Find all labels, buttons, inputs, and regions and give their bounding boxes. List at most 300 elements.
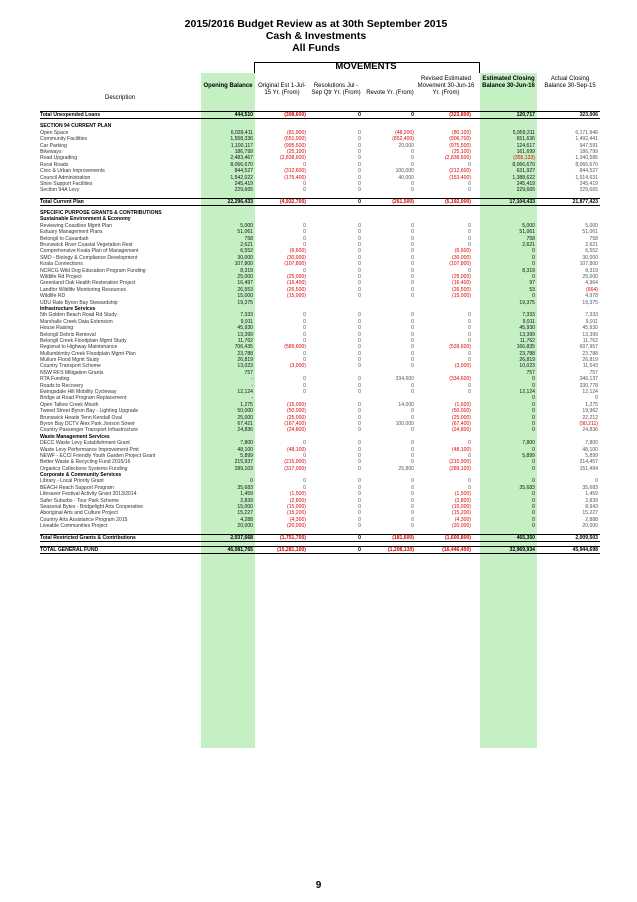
row-value-col3: (1,208,130) <box>387 547 414 553</box>
row-value-col3: 0 <box>411 242 414 249</box>
row-value-col5: 0 <box>532 427 535 434</box>
row-value-col1: (25,000) <box>287 273 306 280</box>
row-value-col6: 24,836 <box>582 427 598 434</box>
row-value-col6: 7,800 <box>585 440 598 447</box>
row-value-col2: 0 <box>358 478 361 485</box>
row-value-col4: 0 <box>468 389 471 396</box>
header-revote: Revote Yr. (From) <box>366 90 414 96</box>
row-description: Open Tallow Creek Mouth <box>40 401 99 408</box>
row-value-col6: 5,000 <box>585 222 598 229</box>
row-value-col3: 0 <box>411 293 414 300</box>
row-value-col5: 1,388,622 <box>512 174 535 181</box>
row-value-col4: (15,000) <box>452 504 471 511</box>
row-value-col4: 0 <box>468 267 471 274</box>
row-value-col1: (995,500) <box>284 142 306 149</box>
row-value-col6: 25,000 <box>582 273 598 280</box>
row-value-col3: 0 <box>411 155 414 162</box>
row-value-col2: 0 <box>358 547 361 553</box>
row-value-col3: 0 <box>411 318 414 325</box>
row-value-col2: 0 <box>358 112 361 118</box>
row-value-col6: 22,212 <box>582 414 598 421</box>
row-value-col5: 97 <box>529 280 535 287</box>
row-description: RTA Funding <box>40 376 70 383</box>
row-value-col1: (15,000) <box>287 293 306 300</box>
row-description: Belongil to Cavanbah <box>40 235 89 242</box>
row-description: Wildlife RD <box>40 293 66 300</box>
row-value-col3: 100,000 <box>395 420 414 427</box>
row-value-col6: 11,762 <box>582 337 598 344</box>
page-number: 9 <box>315 880 322 891</box>
row-value-col0: 2,037,668 <box>230 534 253 541</box>
row-value-col0: 12,124 <box>237 389 253 396</box>
row-value-col0: 0 <box>250 478 253 485</box>
row-value-col0: 30,000 <box>237 254 253 261</box>
row-value-col6: 48,100 <box>582 446 598 453</box>
row-value-col1: (175,400) <box>284 174 306 181</box>
row-value-col6: 844,527 <box>579 168 598 175</box>
row-description: DECC Waste Levy Establishment Grant <box>40 440 130 447</box>
row-description: Brunswick River Coastal Vegetation Rest <box>40 242 133 249</box>
row-value-col1: (30,000) <box>287 254 306 261</box>
row-value-col5: 13,399 <box>519 331 535 338</box>
row-value-col6: (664) <box>586 286 598 293</box>
row-value-col2: 0 <box>358 344 361 351</box>
row-value-col1: 0 <box>303 357 306 364</box>
row-value-col6: 0 <box>595 478 598 485</box>
row-value-col2: 0 <box>358 510 361 517</box>
row-value-col4: 0 <box>468 484 471 491</box>
row-value-col0: 758 <box>244 235 253 242</box>
row-value-col6: 4,964 <box>585 280 598 287</box>
row-value-col3: 0 <box>411 510 414 517</box>
row-value-col5: 0 <box>532 478 535 485</box>
row-value-col5: 5,959,311 <box>512 129 535 136</box>
row-value-col1: (15,281,100) <box>277 547 306 553</box>
row-value-col2: 0 <box>358 534 361 541</box>
row-value-col5: 5,000 <box>522 222 535 229</box>
row-value-col2: 0 <box>358 325 361 332</box>
report-subtitle: Cash & Investments <box>265 30 367 42</box>
row-description: SMO - Biology & Compliance Development <box>40 254 138 261</box>
row-value-col3: (261,500) <box>392 198 414 205</box>
row-value-col2: 0 <box>358 142 361 149</box>
row-description: Roads to Recovery <box>40 382 84 389</box>
row-value-col3: 0 <box>411 325 414 332</box>
row-description: Corporate & Community Services <box>40 472 122 479</box>
row-value-col5: 229,665 <box>516 187 535 194</box>
row-value-col6: 23,788 <box>582 350 598 357</box>
row-value-col3: 0 <box>411 180 414 187</box>
row-value-col1: 0 <box>303 484 306 491</box>
row-value-col4: (975,500) <box>449 142 471 149</box>
row-value-col2: 0 <box>358 414 361 421</box>
row-description: Comprehensive Koala Plan of Management <box>40 248 139 255</box>
row-value-col5: 2,621 <box>522 242 535 249</box>
row-value-col4: 0 <box>468 452 471 459</box>
row-value-col2: 0 <box>358 497 361 504</box>
row-value-col4: 0 <box>468 242 471 249</box>
row-value-col1: (50,000) <box>287 408 306 415</box>
row-value-col5: 0 <box>532 420 535 427</box>
row-value-col6: 245,419 <box>579 180 598 187</box>
row-description: SPECIFIC PURPOSE GRANTS & CONTRIBUTIONS <box>40 210 162 217</box>
row-value-col6: 5,899 <box>585 452 598 459</box>
row-value-col4: (15,000) <box>452 293 471 300</box>
row-value-col4: (153,400) <box>449 174 471 181</box>
row-value-col3: 0 <box>411 280 414 287</box>
row-value-col1: (2,800) <box>289 497 306 504</box>
row-description: Byron Bay DCTV Alex Park Jonson Street <box>40 420 135 427</box>
row-description: Waste Levy Performance Improvement Pmt <box>40 446 139 453</box>
row-value-col1: 0 <box>303 478 306 485</box>
row-value-col5: 0 <box>532 376 535 383</box>
row-description: Bikeways <box>40 148 62 155</box>
row-value-col3: 100,000 <box>395 168 414 175</box>
row-value-col2: 0 <box>358 180 361 187</box>
row-value-col6: 758 <box>589 235 598 242</box>
row-value-col5: 5,899 <box>522 452 535 459</box>
row-value-col5: 0 <box>532 382 535 389</box>
row-value-col4: 0 <box>468 312 471 319</box>
row-value-col1: (167,400) <box>284 420 306 427</box>
row-value-col6: 1,340,586 <box>575 155 598 162</box>
row-description: Koala Connections <box>40 261 83 268</box>
row-value-col0: 45,930 <box>237 325 253 332</box>
row-value-col0: 25,000 <box>237 273 253 280</box>
total-row <box>40 198 600 206</box>
row-value-col4: (1,600) <box>454 401 471 408</box>
row-value-col2: 0 <box>358 446 361 453</box>
row-value-col6: 20,000 <box>582 523 598 530</box>
row-value-col6: 19,375 <box>582 299 598 306</box>
row-value-col6: 2,621 <box>585 242 598 249</box>
row-value-col3: 0 <box>411 504 414 511</box>
row-value-col6: 1,514,631 <box>575 174 598 181</box>
row-description: Better Waste & Recycling Fund 2015/16 <box>40 459 131 466</box>
row-value-col0: 7,800 <box>240 440 253 447</box>
row-value-col2: 0 <box>358 491 361 498</box>
row-description: BEACH Reach Support Program <box>40 484 114 491</box>
row-value-col0: 23,788 <box>237 350 253 357</box>
row-value-col5: 0 <box>532 293 535 300</box>
row-value-col5: 161,699 <box>516 148 535 155</box>
row-value-col5: 0 <box>532 510 535 517</box>
row-description: TOTAL GENERAL FUND <box>40 547 99 553</box>
header-description: Description <box>104 95 135 101</box>
row-value-col4: (323,800) <box>449 112 471 118</box>
row-value-col5: 0 <box>532 261 535 268</box>
row-value-col0: 215,937 <box>234 459 253 466</box>
row-description: Car Parking <box>40 142 67 149</box>
row-value-col5: 0 <box>532 459 535 466</box>
row-value-col3: 25,800 <box>398 465 414 472</box>
row-value-col4: (48,100) <box>452 446 471 453</box>
row-value-col1: 0 <box>303 161 306 168</box>
row-value-col3: 0 <box>411 350 414 357</box>
row-value-col2: 0 <box>358 312 361 319</box>
row-value-col5: 0 <box>532 465 535 472</box>
row-description: Belongil Creek Floodplain Mgmt Study <box>40 337 127 344</box>
row-value-col6: 6,552 <box>585 248 598 255</box>
movements-label: MOVEMENTS <box>335 61 397 72</box>
row-value-col5: 0 <box>532 408 535 415</box>
row-value-col1: (651,000) <box>284 136 306 143</box>
row-value-col1: 0 <box>303 229 306 236</box>
row-value-col4: 0 <box>468 357 471 364</box>
row-description: Landfor Wildlife Monitoring Resources <box>40 286 127 293</box>
row-value-col5: 7,333 <box>522 312 535 319</box>
row-value-col0: 24,836 <box>237 427 253 434</box>
row-value-col2: 0 <box>358 484 361 491</box>
report-fund: All Funds <box>292 42 340 54</box>
row-value-col0: 229,665 <box>234 187 253 194</box>
row-value-col4: (50,000) <box>452 408 471 415</box>
row-value-col1: 0 <box>303 187 306 194</box>
row-value-col1: (308,600) <box>284 112 306 118</box>
row-value-col6: 4,978 <box>585 293 598 300</box>
header-original-estimate: Original Est 1-Jul-15 Yr. (From) <box>258 83 306 96</box>
row-description: Total Restricted Grants & Contributions <box>40 534 136 541</box>
row-value-col2: 0 <box>358 363 361 370</box>
row-value-col4: 0 <box>468 235 471 242</box>
row-value-col0: 7,333 <box>240 312 253 319</box>
row-value-col2: 0 <box>358 376 361 383</box>
row-value-col2: 0 <box>358 523 361 530</box>
row-description: Marshalls Creek Data Extension <box>40 318 113 325</box>
row-value-col2: 0 <box>358 261 361 268</box>
row-value-col6: 45,944,698 <box>572 547 598 553</box>
row-value-col3: 0 <box>411 523 414 530</box>
header-estimated-closing: Estimated Closing Balance 30-Jun-16 <box>482 76 535 89</box>
row-value-col1: 0 <box>303 382 306 389</box>
row-value-col4: (20,000) <box>452 523 471 530</box>
row-value-col1: (6,600) <box>289 248 306 255</box>
row-value-col1: (4,932,700) <box>279 198 306 205</box>
total-row <box>40 546 600 554</box>
row-value-col1: (1,500) <box>289 491 306 498</box>
row-value-col4: (539,600) <box>449 344 471 351</box>
row-value-col5: 0 <box>532 516 535 523</box>
row-value-col0: 13,399 <box>237 331 253 338</box>
row-value-col6: 8,066,670 <box>575 161 598 168</box>
row-value-col4: (16,446,400) <box>442 547 471 553</box>
row-value-col2: 0 <box>358 235 361 242</box>
row-value-col3: 40,000 <box>398 174 414 181</box>
row-value-col2: 0 <box>358 129 361 136</box>
row-value-col4: (6,600) <box>454 248 471 255</box>
row-value-col6: 1,459 <box>585 491 598 498</box>
row-value-col6: 1,492,441 <box>575 136 598 143</box>
row-value-col6: 11,543 <box>582 363 598 370</box>
row-value-col4: 0 <box>468 325 471 332</box>
row-value-col0: 6,552 <box>240 248 253 255</box>
row-value-col0: 1,100,117 <box>230 142 253 149</box>
row-value-col2: 0 <box>358 318 361 325</box>
row-value-col0: - <box>251 376 253 383</box>
row-value-col0: 46,081,765 <box>227 547 253 553</box>
row-value-col0: 2,621 <box>240 242 253 249</box>
row-value-col3: 14,000 <box>398 401 414 408</box>
row-value-col5: 7,800 <box>522 440 535 447</box>
row-value-col2: 0 <box>358 273 361 280</box>
row-value-col2: 0 <box>358 229 361 236</box>
row-value-col2: 0 <box>358 389 361 396</box>
row-value-col0: 107,800 <box>234 261 253 268</box>
row-description: Aboriginal Arts and Culture Project <box>40 510 118 517</box>
header-opening-balance: Opening Balance <box>203 83 253 89</box>
row-value-col0: 2,839 <box>240 497 253 504</box>
row-value-col4: (215,900) <box>449 459 471 466</box>
row-value-col2: 0 <box>358 452 361 459</box>
row-description: Total Current Plan <box>40 198 84 205</box>
row-value-col3: (852,400) <box>392 136 414 143</box>
row-value-col6: 697,957 <box>579 344 598 351</box>
row-value-col5: 23,788 <box>519 350 535 357</box>
row-value-col3: 0 <box>411 497 414 504</box>
row-value-col2: 0 <box>358 161 361 168</box>
row-value-col1: (26,500) <box>287 286 306 293</box>
row-value-col1: (20,000) <box>287 523 306 530</box>
row-value-col0: 5,899 <box>240 452 253 459</box>
row-value-col2: 0 <box>358 293 361 300</box>
row-value-col5: 32,969,934 <box>509 547 535 553</box>
row-value-col1: 0 <box>303 235 306 242</box>
row-value-col0: 5,000 <box>240 222 253 229</box>
row-value-col5: 631,927 <box>516 168 535 175</box>
row-value-col6: 13,399 <box>582 331 598 338</box>
row-value-col4: (5,192,000) <box>444 198 471 205</box>
row-value-col3: 0 <box>411 267 414 274</box>
row-value-col4: 0 <box>468 337 471 344</box>
row-value-col6: 323,006 <box>579 112 598 118</box>
row-description: 5th Golden Beach Road Rd Study <box>40 312 117 319</box>
row-value-col6: 947,591 <box>579 142 598 149</box>
row-value-col5: 0 <box>532 401 535 408</box>
row-value-col0: 48,100 <box>237 446 253 453</box>
row-value-col2: 0 <box>358 254 361 261</box>
row-value-col2: 0 <box>358 337 361 344</box>
row-description: Sustainable Environment & Economy <box>40 216 131 223</box>
row-value-col3: 0 <box>411 427 414 434</box>
row-value-col4: (30,000) <box>452 254 471 261</box>
row-value-col2: 0 <box>358 280 361 287</box>
row-value-col5: 10,023 <box>519 363 535 370</box>
row-value-col5: 166,835 <box>516 344 535 351</box>
header-resolutions: Resolutions Jul - Sep Qtr Yr. (From) <box>311 83 361 96</box>
row-value-col0: 8,066,670 <box>230 161 253 168</box>
row-value-col4: 0 <box>468 229 471 236</box>
row-description: SECTION 94 CURRENT PLAN <box>40 123 112 130</box>
row-description: Rural Roads <box>40 161 69 168</box>
row-value-col5: 0 <box>532 446 535 453</box>
row-description: Tweed Street Byron Bay - Lighting Upgrade <box>40 408 139 415</box>
row-value-col4: (24,800) <box>452 427 471 434</box>
row-value-col2: 0 <box>358 401 361 408</box>
row-value-col0: 289,103 <box>234 465 253 472</box>
row-value-col2: 0 <box>358 350 361 357</box>
row-value-col5: 9,911 <box>522 318 535 325</box>
row-value-col6: 15,227 <box>582 510 598 517</box>
row-description: NEWF - ECCI Friendly Youth Garden Project Grant <box>40 452 156 459</box>
row-value-col0: 4,288 <box>240 516 253 523</box>
row-value-col6: 8,943 <box>585 504 598 511</box>
row-value-col6: (90,211) <box>579 420 598 427</box>
row-value-col5: 0 <box>532 248 535 255</box>
row-value-col5: 19,375 <box>519 299 535 306</box>
row-value-col1: (317,000) <box>284 465 306 472</box>
row-value-col4: 0 <box>468 222 471 229</box>
row-value-col5: 35,683 <box>519 484 535 491</box>
row-description: Infrastructure Services <box>40 305 96 312</box>
row-description: Waste Management Services <box>40 433 110 440</box>
row-value-col5: 53 <box>529 286 535 293</box>
row-value-col2: 0 <box>358 168 361 175</box>
row-value-col2: 0 <box>358 357 361 364</box>
row-value-col0: 844,527 <box>234 168 253 175</box>
row-value-col0: - <box>251 382 253 389</box>
row-value-col0: 26,553 <box>237 286 253 293</box>
row-description: Bridge at Road Program Replacement <box>40 395 127 402</box>
row-value-col0: 11,762 <box>237 337 253 344</box>
row-value-col0: 2,483,467 <box>230 155 253 162</box>
row-value-col1: 0 <box>303 440 306 447</box>
row-value-col2: 0 <box>358 465 361 472</box>
row-value-col2: 0 <box>358 408 361 415</box>
report-title-block <box>100 18 532 54</box>
row-value-col5: 120,717 <box>516 112 535 118</box>
row-value-col6: 2,839 <box>585 497 598 504</box>
row-value-col3: 0 <box>411 516 414 523</box>
row-description: Shire Support Facilities <box>40 180 93 187</box>
row-description: Brunswick Heads Tenn Kendall Oval <box>40 414 123 421</box>
row-value-col6: 45,930 <box>582 325 598 332</box>
row-value-col6: 0 <box>595 395 598 402</box>
row-value-col0: 245,419 <box>234 180 253 187</box>
row-description: Mullumbimby Creek Floodplain Mgmt Plan <box>40 350 136 357</box>
row-value-col6: 2,888 <box>585 516 598 523</box>
row-value-col4: (107,800) <box>449 261 471 268</box>
row-value-col6: 757 <box>589 369 598 376</box>
row-value-col5: 0 <box>532 504 535 511</box>
row-value-col5: (355,133) <box>513 155 535 162</box>
row-value-col3: 0 <box>411 484 414 491</box>
row-description: Reviewing Coastline Mgmt Plan <box>40 222 112 229</box>
row-value-col5: 0 <box>532 273 535 280</box>
row-value-col4: 0 <box>468 350 471 357</box>
row-description: Organics Collections Systems Funding <box>40 465 128 472</box>
row-value-col3: 0 <box>411 112 414 118</box>
row-value-col5: 245,419 <box>516 180 535 187</box>
row-value-col1: 0 <box>303 376 306 383</box>
row-description: Civic & Urban Improvements <box>40 168 105 175</box>
row-value-col0: 1,558,336 <box>230 136 253 143</box>
row-value-col1: 0 <box>303 350 306 357</box>
row-value-col5: 0 <box>532 395 535 402</box>
row-value-col3: 0 <box>411 414 414 421</box>
row-value-col1: (25,100) <box>287 148 306 155</box>
row-value-col3: 0 <box>411 187 414 194</box>
row-value-col4: (3,000) <box>454 363 471 370</box>
row-value-col3: 0 <box>411 357 414 364</box>
row-description: Estuary Management Plans <box>40 229 103 236</box>
row-value-col6: 229,665 <box>579 187 598 194</box>
row-value-col0: 706,435 <box>234 344 253 351</box>
row-value-col1: (25,000) <box>287 414 306 421</box>
row-value-col0: 6,039,411 <box>230 129 253 136</box>
row-description: Community Facilities <box>40 136 87 143</box>
row-value-col6: 21,877,423 <box>572 198 598 205</box>
row-value-col3: (48,200) <box>395 129 414 136</box>
